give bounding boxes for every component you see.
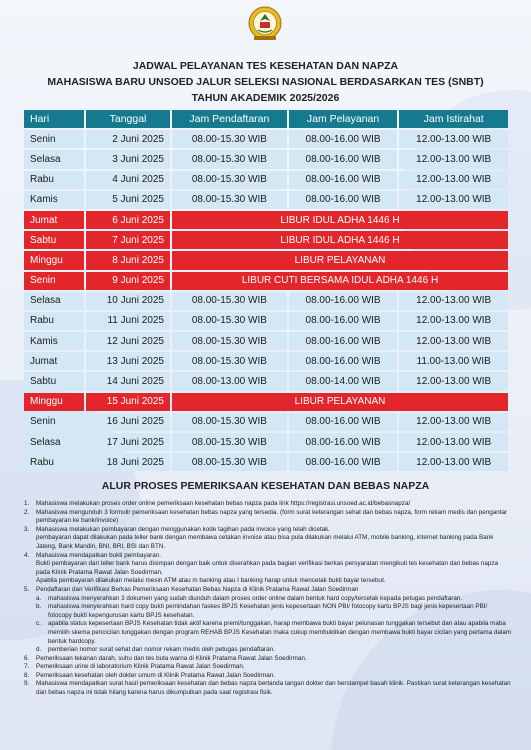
process-steps <box>24 500 512 698</box>
cell-registration: 08.00-13.00 WIB <box>172 372 287 390</box>
cell-date: 2 Juni 2025 <box>86 130 170 148</box>
cell-service: 08.00-16.00 WIB <box>289 312 398 330</box>
header-date: Tanggal <box>86 110 170 128</box>
step-number: 9. <box>24 680 30 688</box>
cell-day: Senin <box>24 413 84 431</box>
step-number: 2. <box>24 508 30 516</box>
cell-break: 12.00-13.00 WIB <box>399 150 508 168</box>
cell-day: Minggu <box>24 393 84 411</box>
cell-day: Rabu <box>24 171 84 189</box>
process-step <box>24 655 512 664</box>
sub-step-text: mahasiswa menyerahkan hard copy bukti pemindahan faskes BPJS Kesehatan jenis kepesertaan NON PBI/ fotocopy kartu BPJS bagi jenis kepesertaan PBI/ fotocopy bukti kepengurusan kartu BPJS kesehatan. <box>48 603 488 619</box>
cell-break: 12.00-13.00 WIB <box>399 332 508 350</box>
cell-registration: 08.00-15.30 WIB <box>172 191 287 209</box>
step-number: 4. <box>24 551 30 559</box>
process-step <box>24 552 512 586</box>
cell-date: 17 Juni 2025 <box>86 433 170 451</box>
table-row <box>24 372 508 390</box>
cell-date: 9 Juni 2025 <box>86 272 170 290</box>
heading-line-3: TAHUN AKADEMIK 2025/2026 <box>191 92 340 104</box>
cell-registration: 08.00-15.30 WIB <box>172 150 287 168</box>
cell-holiday-note: LIBUR PELAYANAN <box>172 251 508 269</box>
schedule-body <box>24 130 508 471</box>
cell-holiday-note: LIBUR PELAYANAN <box>172 393 508 411</box>
cell-day: Rabu <box>24 453 84 471</box>
sub-step-text: pemberian nomor surat sehat dan nomor rekam medis oleh petugas pendaftaran. <box>48 646 275 654</box>
cell-break: 12.00-13.00 WIB <box>399 453 508 471</box>
cell-service: 08.00-14.00 WIB <box>289 372 398 390</box>
cell-service: 08.00-16.00 WIB <box>289 150 398 168</box>
table-row <box>24 171 508 189</box>
cell-date: 15 Juni 2025 <box>86 393 170 411</box>
header-registration-hours: Jam Pendaftaran <box>172 110 287 128</box>
step-text: Apabila pembayaran dilakukan melalui mesin ATM atau m banking atau I banking harap untuk mencetak bukti bayar tersebut. <box>36 577 386 585</box>
cell-day: Senin <box>24 130 84 148</box>
cell-break: 12.00-13.00 WIB <box>399 292 508 310</box>
step-text: Pemeriksaan urine di laboratorium Klinik Pratama Rawat Jalan Soedirman. <box>36 663 245 671</box>
heading-line-2: MAHASISWA BARU UNSOED JALUR SELEKSI NASIONAL BERDASARKAN TES (SNBT) <box>47 76 484 88</box>
cell-registration: 08.00-15.30 WIB <box>172 130 287 148</box>
cell-registration: 08.00-15.30 WIB <box>172 312 287 330</box>
cell-break: 12.00-13.00 WIB <box>399 433 508 451</box>
cell-service: 08.00-16.00 WIB <box>289 352 398 370</box>
process-title: ALUR PROSES PEMERIKSAAN KESEHATAN DAN BEBAS NAPZA <box>101 480 430 492</box>
cell-day: Jumat <box>24 211 84 229</box>
cell-date: 11 Juni 2025 <box>86 312 170 330</box>
cell-registration: 08.00-15.30 WIB <box>172 171 287 189</box>
table-row <box>24 413 508 431</box>
cell-day: Kamis <box>24 332 84 350</box>
process-step <box>24 586 512 655</box>
cell-registration: 08.00-15.30 WIB <box>172 433 287 451</box>
step-text: Pendaftaran dan Verifikasi Berkas Pemeriksaan Kesehatan Bebas Napza di Klinik Pratama Rawat Jalan Soedirman <box>36 585 359 593</box>
cell-service: 08.00-16.00 WIB <box>289 413 398 431</box>
cell-day: Selasa <box>24 433 84 451</box>
cell-day: Kamis <box>24 191 84 209</box>
cell-registration: 08.00-15.30 WIB <box>172 453 287 471</box>
holiday-row <box>24 251 508 269</box>
cell-date: 7 Juni 2025 <box>86 231 170 249</box>
cell-registration: 08.00-15.30 WIB <box>172 413 287 431</box>
cell-day: Jumat <box>24 352 84 370</box>
holiday-row <box>24 211 508 229</box>
page-heading <box>0 58 531 106</box>
university-seal-logo <box>248 6 282 42</box>
table-row <box>24 292 508 310</box>
sub-step-letter: b. <box>36 603 42 611</box>
sub-step <box>36 620 512 646</box>
cell-date: 10 Juni 2025 <box>86 292 170 310</box>
sub-step-letter: d. <box>36 646 42 654</box>
table-row <box>24 332 508 350</box>
holiday-row <box>24 393 508 411</box>
sub-step <box>36 646 512 655</box>
cell-date: 12 Juni 2025 <box>86 332 170 350</box>
cell-day: Selasa <box>24 150 84 168</box>
cell-break: 12.00-13.00 WIB <box>399 171 508 189</box>
cell-break: 12.00-13.00 WIB <box>399 413 508 431</box>
step-number: 1. <box>24 500 30 507</box>
cell-service: 08.00-16.00 WIB <box>289 130 398 148</box>
cell-holiday-note: LIBUR IDUL ADHA 1446 H <box>172 231 508 249</box>
table-row <box>24 191 508 209</box>
cell-break: 11.00-13.00 WIB <box>399 352 508 370</box>
cell-break: 12.00-13.00 WIB <box>399 312 508 330</box>
sub-step <box>36 595 512 604</box>
table-row <box>24 130 508 148</box>
header-service-hours: Jam Pelayanan <box>289 110 398 128</box>
cell-service: 08.00-16.00 WIB <box>289 332 398 350</box>
cell-day: Sabtu <box>24 231 84 249</box>
step-number: 3. <box>24 525 30 533</box>
cell-service: 08.00-16.00 WIB <box>289 433 398 451</box>
sub-step-text: mahasiswa menyerahkan 3 dokumen yang sudah diunduh dalam proses order online dalam bentuk hard copy/tercetak kepada petugas pendaftaran. <box>48 594 463 602</box>
table-row <box>24 352 508 370</box>
step-number: 6. <box>24 654 30 662</box>
cell-date: 13 Juni 2025 <box>86 352 170 370</box>
cell-holiday-note: LIBUR CUTI BERSAMA IDUL ADHA 1446 H <box>172 272 508 290</box>
step-text: Mahasiswa mendapatkan surat hasil pemeriksaan kesehatan dan bebas napza bertanda tangan dokter dan berstampel basah klinik. Pastikan surat keterangan kesehatan dan bebas napza ini tidak hilang karena harus dikumpulkan pada saat registrasi fisik. <box>36 680 511 697</box>
sub-step-text: apabila status kepesertaan BPJS Kesehatan tidak aktif karena premi/tunggakan, harap membawa bukti bayar pelunasan tunggakan tersebut dan atau apabila maba memilih skema pencicilan tunggakan dengan program REHAB BPJS Kesehatan maka cukup membuktikan dengan membawa bukti bayar cicilan yang pertama dalam bentuk hardcopy. <box>48 620 512 645</box>
header-day: Hari <box>24 110 84 128</box>
process-step <box>24 663 512 672</box>
process-step <box>24 526 512 552</box>
step-text: Pemeriksaan kesehatan oleh dokter umum di Klinik Pratama Rawat Jalan Soedirman. <box>36 671 276 679</box>
step-text: pembayaran dapat dilakukan pada teller bank dengan membawa cetakan invoice atau bisa pula dilakukan melalui ATM, mobile banking, internet banking pada Bank Jateng, Bank Mandiri, BNI, BRI, BSI dan BTN. <box>36 534 494 550</box>
step-number: 8. <box>24 671 30 679</box>
cell-service: 08.00-16.00 WIB <box>289 171 398 189</box>
sub-step-letter: a. <box>36 594 42 602</box>
step-text: Mahasiswa melakukan pembayaran dengan menggunakan kode tagihan pada invoice yang telah dicetak. <box>36 525 331 533</box>
holiday-row <box>24 272 508 290</box>
step-text: Mahasiswa melakukan proses order online pemeriksaan kesehatan bebas napza pada link https://registrasi.unsoed.ac.id/bebasnapza/ <box>36 500 411 507</box>
cell-day: Senin <box>24 272 84 290</box>
cell-service: 08.00-16.00 WIB <box>289 292 398 310</box>
cell-date: 16 Juni 2025 <box>86 413 170 431</box>
cell-date: 14 Juni 2025 <box>86 372 170 390</box>
step-text: Mahasiswa mengunduh 3 formulir pemeriksaan kesehatan bebas napza yang tersedia. (form surat keterangan sehat dan bebas napza, form rekam medis dan pengantar pembayaran ke bank/invoice) <box>36 508 508 525</box>
cell-day: Sabtu <box>24 372 84 390</box>
process-step <box>24 672 512 681</box>
sub-step <box>36 603 512 620</box>
cell-date: 18 Juni 2025 <box>86 453 170 471</box>
cell-registration: 08.00-15.30 WIB <box>172 332 287 350</box>
cell-break: 12.00-13.00 WIB <box>399 191 508 209</box>
process-step <box>24 500 512 509</box>
cell-break: 12.00-13.00 WIB <box>399 372 508 390</box>
step-number: 5. <box>24 585 30 593</box>
step-number: 7. <box>24 663 30 671</box>
table-row <box>24 312 508 330</box>
cell-day: Selasa <box>24 292 84 310</box>
cell-holiday-note: LIBUR IDUL ADHA 1446 H <box>172 211 508 229</box>
cell-day: Rabu <box>24 312 84 330</box>
step-text: Pemeriksaan tekanan darah, suhu dan tes buta warna di Klinik Pratama Rawat Jalan Soedirman. <box>36 654 307 662</box>
sub-step-letter: c. <box>36 620 41 628</box>
schedule-table <box>22 108 510 473</box>
cell-date: 3 Juni 2025 <box>86 150 170 168</box>
cell-date: 6 Juni 2025 <box>86 211 170 229</box>
header-break-hours: Jam Istirahat <box>399 110 508 128</box>
heading-line-1: JADWAL PELAYANAN TES KESEHATAN DAN NAPZA <box>132 60 399 72</box>
cell-date: 4 Juni 2025 <box>86 171 170 189</box>
cell-registration: 08.00-15.30 WIB <box>172 352 287 370</box>
cell-day: Minggu <box>24 251 84 269</box>
cell-date: 8 Juni 2025 <box>86 251 170 269</box>
step-text: Mahasiswa mendapatkan bukti pembayaran. <box>36 551 161 559</box>
table-header-row <box>24 110 508 128</box>
cell-service: 08.00-16.00 WIB <box>289 191 398 209</box>
step-text: Bukti pembayaran dari teller bank harus disimpan dengan baik untuk diserahkan pada bagian verifikasi berkas persyaratan mengikuti tes kesehatan dan bebas napza pada Klinik Pratama Rawat Jalan Soedirman. <box>36 560 499 576</box>
holiday-row <box>24 231 508 249</box>
cell-registration: 08.00-15.30 WIB <box>172 292 287 310</box>
table-row <box>24 433 508 451</box>
table-row <box>24 150 508 168</box>
cell-service: 08.00-16.00 WIB <box>289 453 398 471</box>
process-step <box>24 680 512 697</box>
cell-date: 5 Juni 2025 <box>86 191 170 209</box>
cell-break: 12.00-13.00 WIB <box>399 130 508 148</box>
process-step <box>24 509 512 526</box>
table-row <box>24 453 508 471</box>
